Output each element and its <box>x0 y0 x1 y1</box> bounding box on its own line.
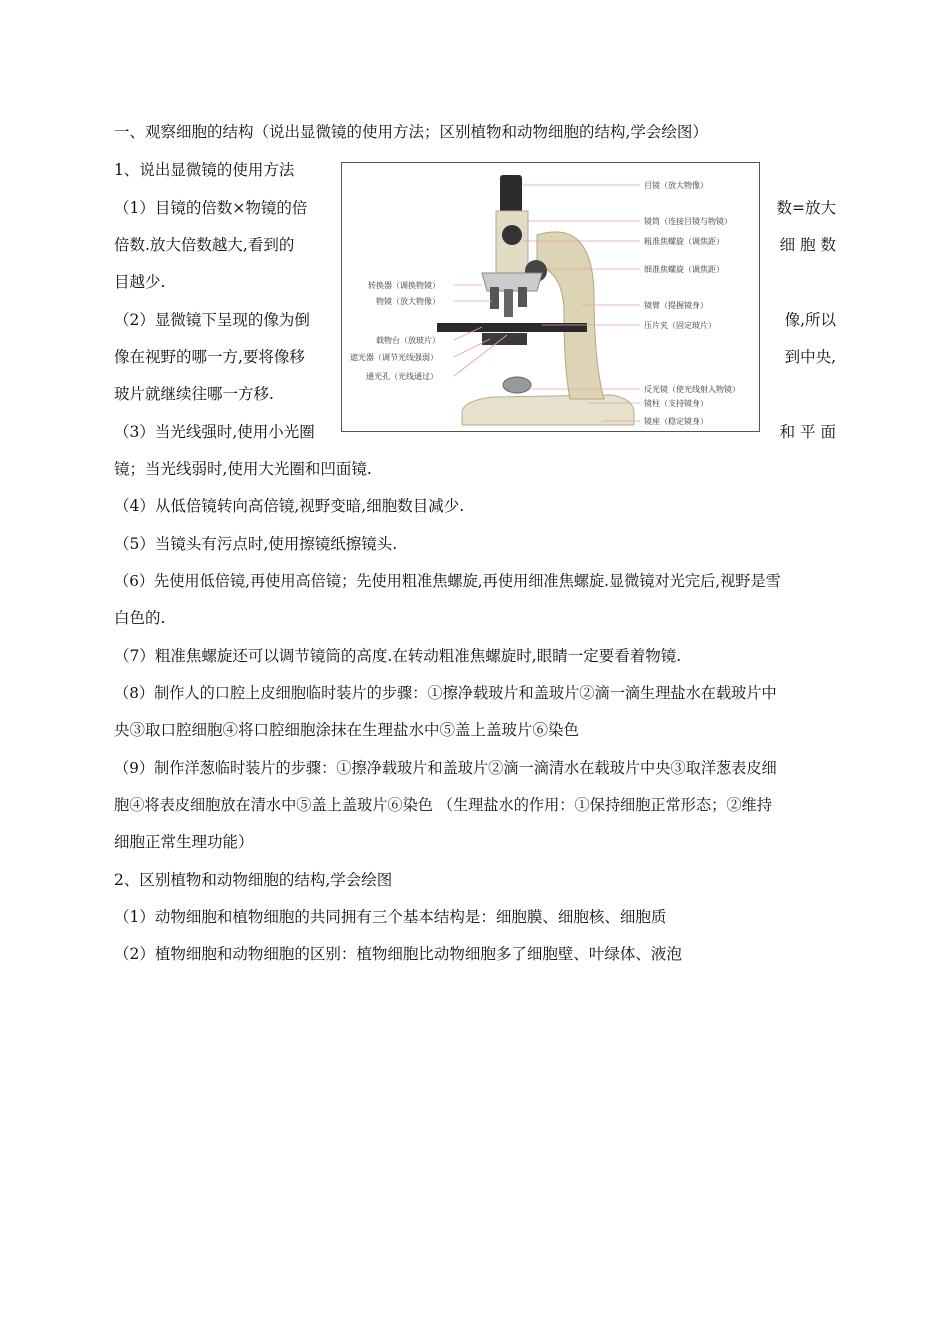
label-stage: 载物台（放玻片） <box>376 336 440 345</box>
p1-line2-left: 倍数.放大倍数越大,看到的 <box>114 236 295 254</box>
label-tube: 镜筒（连接目镜与物镜） <box>644 217 732 226</box>
p8-line1: （8）制作人的口腔上皮细胞临时装片的步骤：①擦净载玻片和盖玻片②滴一滴生理盐水在载玻片中 <box>114 684 777 702</box>
label-stage-clip: 压片夹（固定玻片） <box>644 321 716 330</box>
p3-line1-right: 和 平 面 <box>779 423 836 441</box>
p2-line1-left: （2）显微镜下呈现的像为倒 <box>114 311 310 329</box>
label-nosepiece: 转换器（调换物镜） <box>368 281 440 290</box>
p7: （7）粗准焦螺旋还可以调节镜筒的高度.在转动粗准焦螺旋时,眼睛一定要看着物镜. <box>114 647 682 665</box>
p6-line2: 白色的. <box>114 609 166 627</box>
label-mirror: 反光镜（使光线射入物镜） <box>644 385 740 394</box>
section-heading: 一、观察细胞的结构（说出显微镜的使用方法；区别植物和动物细胞的结构,学会绘图） <box>114 123 708 141</box>
p3-line1-left: （3）当光线强时,使用小光圈 <box>114 423 315 441</box>
p1-line1-left: （1）目镜的倍数×物镜的倍 <box>114 199 308 217</box>
label-pillar: 镜柱（支持镜身） <box>644 399 708 408</box>
p3-line2: 镜；当光线弱时,使用大光圈和凹面镜. <box>114 460 372 478</box>
label-base: 镜座（稳定镜身） <box>644 417 708 426</box>
label-diaphragm: 遮光器（调节光线强弱） <box>350 353 438 362</box>
subsection-title-1: 1、说出显微镜的使用方法 <box>114 161 295 179</box>
p6-line1: （6）先使用低倍镜,再使用高倍镜；先使用粗准焦螺旋,再使用细准焦螺旋.显微镜对光完后,视野是雪 <box>114 572 781 590</box>
subsection-title-2: 2、区别植物和动物细胞的结构,学会绘图 <box>114 871 393 889</box>
microscope-figure <box>341 162 760 432</box>
p2-line2-left: 像在视野的哪一方,要将像移 <box>114 348 305 366</box>
p1-line3: 目越少. <box>114 273 166 291</box>
p9-line3: 细胞正常生理功能） <box>114 833 254 851</box>
p1-line2-right: 细 胞 数 <box>779 236 836 254</box>
p2-line2-right: 到中央, <box>784 348 836 366</box>
p2-line3: 玻片就继续往哪一方移. <box>114 385 274 403</box>
s2-p2: （2）植物细胞和动物细胞的区别：植物细胞比动物细胞多了细胞壁、叶绿体、液泡 <box>114 945 682 963</box>
microscope-diagram <box>342 163 759 431</box>
s2-p1: （1）动物细胞和植物细胞的共同拥有三个基本结构是：细胞膜、细胞核、细胞质 <box>114 908 667 926</box>
label-aperture: 通光孔（光线通过） <box>366 372 438 381</box>
p4: （4）从低倍镜转向高倍镜,视野变暗,细胞数目减少. <box>114 497 465 515</box>
p9-line1: （9）制作洋葱临时装片的步骤：①擦净载玻片和盖玻片②滴一滴清水在载玻片中央③取洋葱表皮细 <box>114 759 777 777</box>
p5: （5）当镜头有污点时,使用擦镜纸擦镜头. <box>114 535 398 553</box>
label-objective: 物镜（放大物像） <box>376 297 440 306</box>
label-coarse-focus: 粗准焦螺旋（调焦距） <box>644 237 724 246</box>
p9-line2: 胞④将表皮细胞放在清水中⑤盖上盖玻片⑥染色 （生理盐水的作用：①保持细胞正常形态；②维持 <box>114 796 772 814</box>
p8-line2: 央③取口腔细胞④将口腔细胞涂抹在生理盐水中⑤盖上盖玻片⑥染色 <box>114 721 580 739</box>
p2-line1-right: 像,所以 <box>784 311 836 329</box>
p1-line1-right: 数=放大 <box>776 199 836 217</box>
label-fine-focus: 细准焦螺旋（调焦距） <box>644 265 724 274</box>
label-arm: 镜臂（提握镜身） <box>644 301 708 310</box>
label-eyepiece: 目镜（放大物像） <box>644 181 708 190</box>
